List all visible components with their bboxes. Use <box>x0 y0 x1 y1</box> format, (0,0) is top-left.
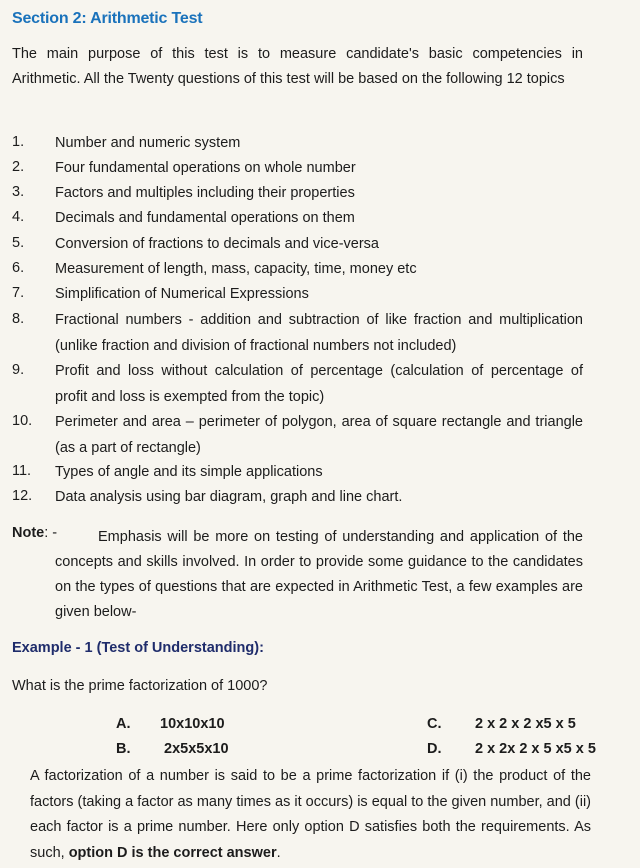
topic-text: Measurement of length, mass, capacity, time, money etc <box>55 261 417 277</box>
option-b-label: B. <box>116 741 131 757</box>
topic-text: Data analysis using bar diagram, graph and line chart. <box>55 489 403 505</box>
topic-number: 10. <box>12 413 33 429</box>
topic-number: 5. <box>12 235 25 251</box>
topic-text: Types of angle and its simple applications <box>55 464 323 480</box>
topic-text: Simplification of Numerical Expressions <box>55 286 309 302</box>
correct-answer-text: option D is the correct answer <box>68 844 277 861</box>
explanation-text: A factorization of a number is said to be a prime factorization if (i) the product of the factors (taking a factor as many times as it occurs) is equal to the given number, and (ii) each factor is a prime number. Here only option D satisfies both the requirements. As such, <box>30 768 591 861</box>
topic-number: 12. <box>12 488 33 504</box>
question-text: What is the prime factorization of 1000? <box>12 678 268 694</box>
example-title: Example - 1 (Test of Understanding): <box>12 640 264 656</box>
explanation-end: . <box>276 844 281 861</box>
topic-number: 3. <box>12 184 25 200</box>
note-text: Emphasis will be more on testing of understanding and application of the concepts and skills involved. In order to provide some guidance to the candidates on the types of questions that are expected in Arithmetic Test, a few examples are given below- <box>55 529 583 620</box>
topic-number: 6. <box>12 260 25 276</box>
option-c-label: C. <box>427 716 442 732</box>
option-c-value: 2 x 2 x 2 x5 x 5 <box>475 716 576 732</box>
section-title: Section 2: Arithmetic Test <box>12 10 203 27</box>
topic-text: Number and numeric system <box>55 135 241 151</box>
topic-number: 8. <box>12 311 25 327</box>
option-d-label: D. <box>427 741 442 757</box>
topic-number: 9. <box>12 362 25 378</box>
explanation-paragraph <box>30 764 591 866</box>
topic-text: Profit and loss without calculation of percentage (calculation of percentage of profit and loss is exempted from the topic) <box>55 363 583 405</box>
topic-text: Factors and multiples including their properties <box>55 185 355 201</box>
topic-number: 4. <box>12 209 25 225</box>
topic-text: Decimals and fundamental operations on them <box>55 210 355 226</box>
option-d-value: 2 x 2x 2 x 5 x5 x 5 <box>475 741 596 757</box>
option-a-value: 10x10x10 <box>160 716 225 732</box>
option-b-value: 2x5x5x10 <box>164 741 229 757</box>
topic-text: Fractional numbers - addition and subtraction of like fraction and multiplication (unlike fraction and division of fractional numbers not included) <box>55 312 583 354</box>
topic-text: Conversion of fractions to decimals and vice-versa <box>55 236 379 252</box>
note-label <box>12 525 57 541</box>
note-label-text: Note <box>12 525 45 541</box>
note-separator: : - <box>44 525 58 541</box>
topic-text: Four fundamental operations on whole number <box>55 160 356 176</box>
topic-number: 7. <box>12 285 25 301</box>
topic-number: 1. <box>12 134 25 150</box>
topic-number: 2. <box>12 159 25 175</box>
option-a-label: A. <box>116 716 131 732</box>
topic-number: 11. <box>12 463 32 479</box>
topic-text: Perimeter and area – perimeter of polygon, area of square rectangle and triangle (as a part of rectangle) <box>55 414 583 456</box>
intro-paragraph: The main purpose of this test is to measure candidate's basic competencies in Arithmetic. All the Twenty questions of this test will be based on the following 12 topics <box>12 46 583 87</box>
